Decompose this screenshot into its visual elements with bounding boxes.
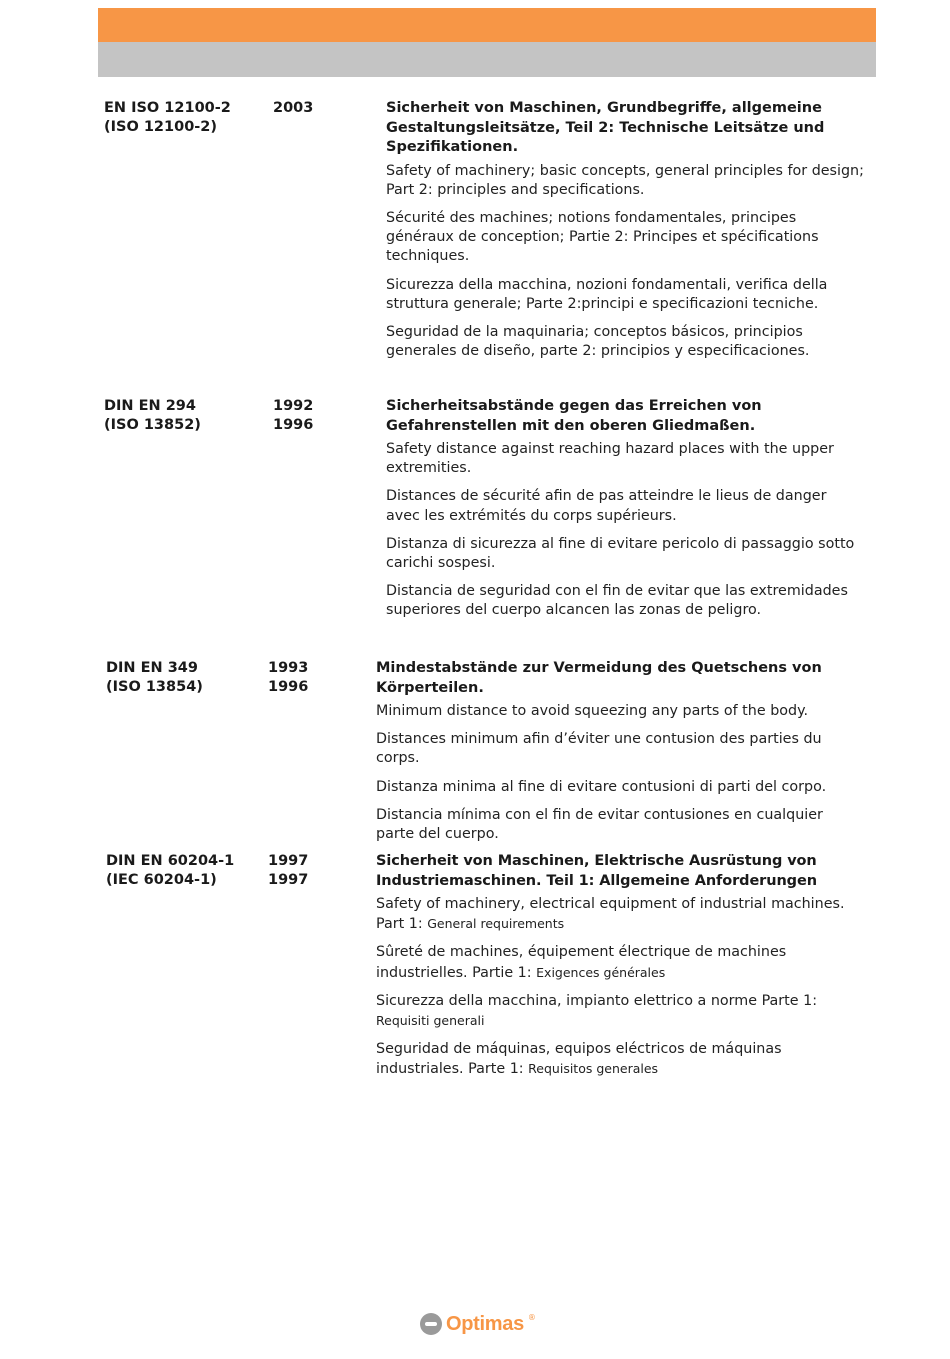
standard-description — [386, 99, 864, 370]
standard-year: 1997 1997 — [268, 853, 309, 888]
translation-es: Seguridad de la maquinaria; conceptos básicos, principios generales de diseño, parte 2: principios y especificaciones. — [386, 323, 810, 360]
standard-code: DIN EN 349 (ISO 13854) — [106, 660, 203, 695]
standard-title: Sicherheitsabstände gegen das Erreichen von Gefahrenstellen mit den oberen Gliedmaßen. — [386, 398, 762, 434]
standard-year: 1992 1996 — [273, 398, 314, 433]
standard-title: Sicherheit von Maschinen, Grundbegriffe, allgemeine Gestaltungsleitsätze, Teil 2: Technische Leitsätze und Spezifikationen. — [386, 100, 825, 155]
translation-en: Safety distance against reaching hazard places with the upper extremities. — [386, 441, 834, 477]
standard-code: EN ISO 12100-2 (ISO 12100-2) — [104, 100, 231, 135]
optimas-logo — [420, 1311, 536, 1337]
translation-fr: Sûreté de machines, équipement électrique de machines industrielles. Partie 1: Exigences générales — [376, 944, 787, 981]
standard-year: 1993 1996 — [268, 660, 309, 695]
translation-es: Distancia de seguridad con el fin de evitar que las extremidades superiores del cuerpo alcancen las zonas de peligro. — [386, 583, 848, 619]
translation-it: Sicurezza della macchina, nozioni fondamentali, verifica della struttura generale; Parte 2:principi e specificazioni tecniche. — [386, 276, 828, 312]
standard-title: Sicherheit von Maschinen, Elektrische Ausrüstung von Industriemaschinen. Teil 1: Allgemeine Anforderungen — [376, 853, 817, 889]
standard-code: DIN EN 294 (ISO 13852) — [104, 398, 201, 433]
translation-fr: Distances de sécurité afin de pas atteindre le lieus de danger avec les extrémités du corps supérieurs. — [386, 488, 827, 524]
translation-fr: Distances minimum afin d’éviter une contusion des parties du corps. — [376, 731, 822, 767]
translation-fr: Sécurité des machines; notions fondamentales, principes généraux de conception; Partie 2: Principes et spécifications techniques. — [386, 209, 819, 265]
header-orange-band — [98, 8, 876, 42]
logo-text: Optimas — [446, 1312, 524, 1335]
translation-en: Safety of machinery, electrical equipment of industrial machines. Part 1: General requirements — [376, 896, 845, 933]
standard-code: DIN EN 60204-1 (IEC 60204-1) — [106, 853, 235, 888]
standard-description — [376, 852, 854, 1089]
translation-es: Distancia mínima con el fin de evitar contusiones en cualquier parte del cuerpo. — [376, 806, 823, 843]
header-gray-band — [98, 42, 876, 77]
translation-it: Distanza di sicurezza al fine di evitare pericolo di passaggio sotto carichi sospesi. — [386, 535, 855, 572]
standard-description — [386, 397, 864, 630]
standard-description — [376, 659, 854, 853]
translation-en: Safety of machinery; basic concepts, general principles for design; Part 2: principles and specifications. — [386, 162, 864, 198]
translation-es: Seguridad de máquinas, equipos eléctricos de máquinas industriales. Parte 1: Requisitos generales — [376, 1041, 782, 1078]
registered-mark: ® — [527, 1313, 536, 1322]
translation-it: Distanza minima al fine di evitare contusioni di parti del corpo. — [376, 778, 827, 795]
translation-en: Minimum distance to avoid squeezing any parts of the body. — [376, 703, 809, 719]
standard-year: 2003 — [273, 100, 314, 116]
standard-title: Mindestabstände zur Vermeidung des Quetschens von Körperteilen. — [376, 660, 822, 696]
translation-it: Sicurezza della macchina, impianto elettrico a norme Parte 1: Requisiti generali — [376, 992, 818, 1029]
optimas-logo-icon — [420, 1313, 442, 1335]
